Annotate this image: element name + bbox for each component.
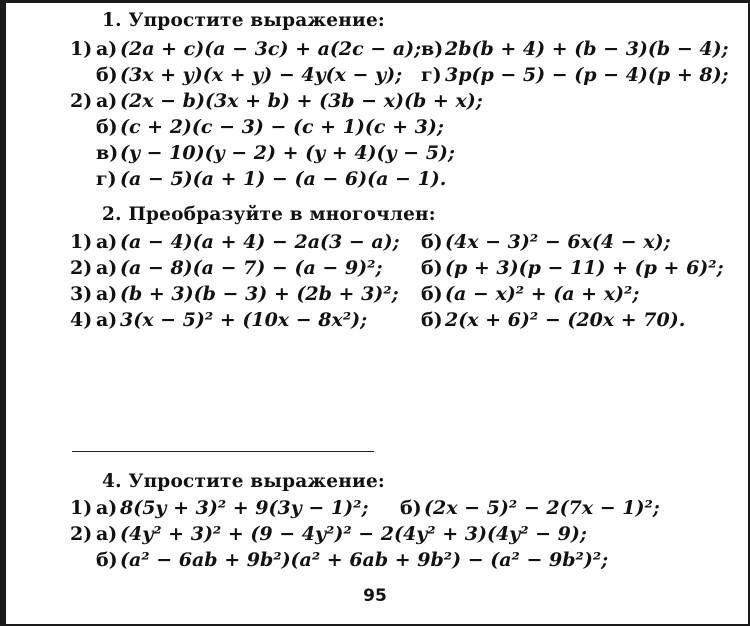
item-number: 2) xyxy=(70,90,93,112)
s2-row2 xyxy=(70,256,382,280)
expression: (a − x)² + (a + x)²; xyxy=(445,283,640,305)
expression: (2x − b)(3x + b) + (3b − x)(b + x); xyxy=(120,90,483,112)
s1-row2 xyxy=(96,63,402,87)
s4-row1 xyxy=(70,496,368,520)
item-number: 4) xyxy=(70,309,93,331)
s2-row1-right xyxy=(421,230,671,254)
item-label: б) xyxy=(400,497,422,519)
item-label: б) xyxy=(421,283,443,305)
item-label: б) xyxy=(96,549,118,571)
s2-row3 xyxy=(70,282,399,306)
expression: (c + 2)(c − 3) − (c + 1)(c + 3); xyxy=(120,116,444,138)
expression: (2a + c)(a − 3c) + a(2c − a); xyxy=(120,38,422,60)
s1-row2-right xyxy=(421,63,729,87)
expression: (4y² + 3)² + (9 − 4y²)² − 2(4y² + 3)(4y² − 9); xyxy=(120,523,587,545)
expression: 2(x + 6)² − (20x + 70). xyxy=(445,309,686,331)
section-1-title: 1. Упростите выражение: xyxy=(102,10,385,31)
s2-row4 xyxy=(70,308,367,332)
s2-row2-right xyxy=(421,256,724,280)
s1-row4 xyxy=(96,115,444,139)
item-label: а) xyxy=(96,523,118,545)
s1-row1 xyxy=(70,37,421,61)
item-label: в) xyxy=(421,38,444,60)
item-label: б) xyxy=(421,257,443,279)
s1-row6 xyxy=(96,167,446,191)
expression: (a² − 6ab + 9b²)(a² + 6ab + 9b²) − (a² − 9b²)²; xyxy=(120,549,609,571)
s1-row5 xyxy=(96,141,455,165)
expression: (2x − 5)² − 2(7x − 1)²; xyxy=(424,497,660,519)
item-label: а) xyxy=(96,497,118,519)
expression: 8(5y + 3)² + 9(3y − 1)²; xyxy=(120,497,369,519)
item-label: а) xyxy=(96,309,118,331)
page-number: 95 xyxy=(363,586,387,606)
item-label: г) xyxy=(421,64,442,86)
expression: (y − 10)(y − 2) + (y + 4)(y − 5); xyxy=(120,142,455,164)
expression: (3x + y)(x + y) − 4y(x − y); xyxy=(120,64,403,86)
item-label: а) xyxy=(96,90,118,112)
item-label: в) xyxy=(96,142,119,164)
item-label: а) xyxy=(96,38,118,60)
item-number: 2) xyxy=(70,523,93,545)
item-number: 3) xyxy=(70,283,93,305)
expression: (b + 3)(b − 3) + (2b + 3)²; xyxy=(120,283,399,305)
expression: 3p(p − 5) − (p − 4)(p + 8); xyxy=(445,64,729,86)
s2-row3-right xyxy=(421,282,639,306)
item-number: 2) xyxy=(70,257,93,279)
s2-row1 xyxy=(70,230,400,254)
s1-row1-right xyxy=(421,37,729,61)
item-number: 1) xyxy=(70,231,93,253)
section-4-title: 4. Упростите выражение: xyxy=(102,471,385,492)
expression: (4x − 3)² − 6x(4 − x); xyxy=(445,231,671,253)
item-label: г) xyxy=(96,168,117,190)
s2-row4-right xyxy=(421,308,685,332)
item-label: а) xyxy=(96,283,118,305)
item-number: 1) xyxy=(70,497,93,519)
item-label: б) xyxy=(96,64,118,86)
s4-row2 xyxy=(70,522,587,546)
expression: (a − 8)(a − 7) − (a − 9)²; xyxy=(120,257,383,279)
separator-line xyxy=(72,451,374,452)
item-label: а) xyxy=(96,257,118,279)
item-label: а) xyxy=(96,231,118,253)
item-number: 1) xyxy=(70,38,93,60)
s4-row3 xyxy=(96,548,608,572)
item-label: б) xyxy=(421,309,443,331)
expression: (a − 5)(a + 1) − (a − 6)(a − 1). xyxy=(120,168,447,190)
s4-row1-right xyxy=(400,496,660,520)
s1-row3 xyxy=(70,89,483,113)
item-label: б) xyxy=(96,116,118,138)
expression: 3(x − 5)² + (10x − 8x²); xyxy=(120,309,368,331)
item-label: б) xyxy=(421,231,443,253)
section-2-title: 2. Преобразуйте в многочлен: xyxy=(102,204,436,225)
expression: 2b(b + 4) + (b − 3)(b − 4); xyxy=(445,38,729,60)
expression: (p + 3)(p − 11) + (p + 6)²; xyxy=(445,257,724,279)
expression: (a − 4)(a + 4) − 2a(3 − a); xyxy=(120,231,400,253)
